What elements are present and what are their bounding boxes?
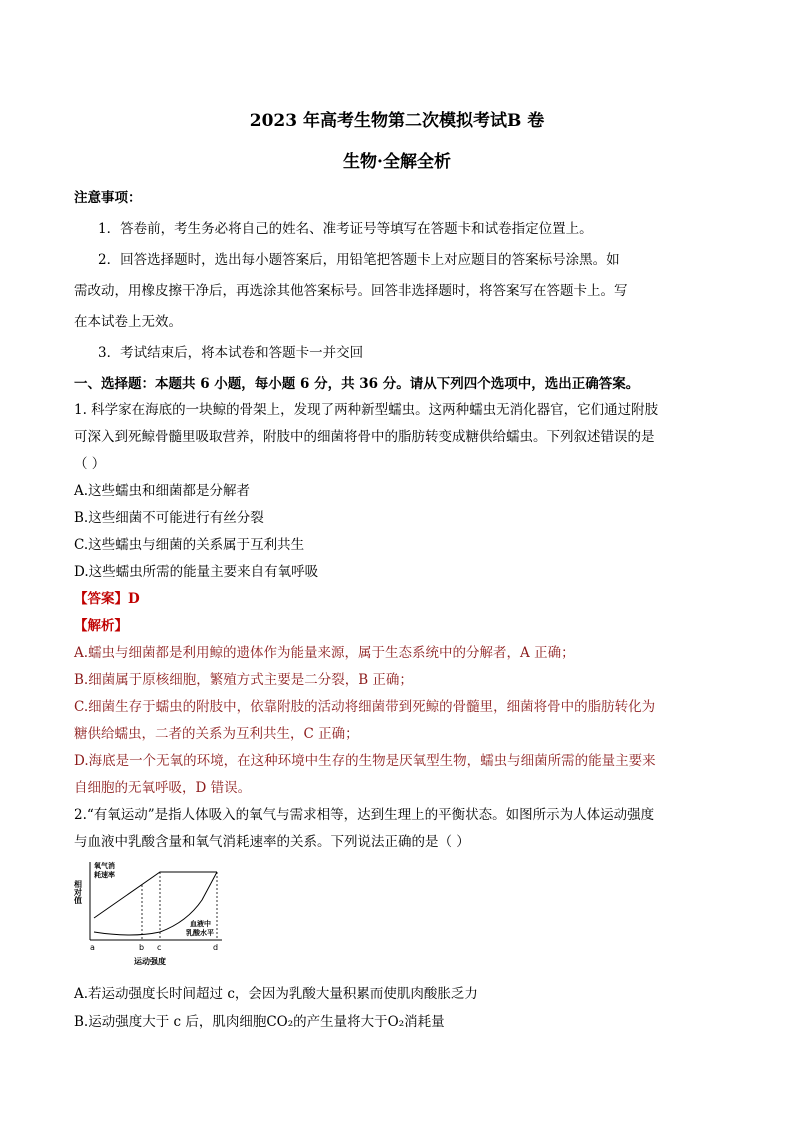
q1-explain-a: A.蠕虫与细菌都是利用鲸的遗体作为能量来源，属于生态系统中的分解者，A 正确；: [74, 645, 575, 661]
section-heading: 一、选择题：本题共 6 小题，每小题 6 分，共 36 分。请从下列四个选项中，选出正确答案。: [74, 376, 640, 392]
notice-2b: 需改动，用橡皮擦干净后，再选涂其他答案标号。回答非选择题时，将答案写在答题卡上。写: [74, 283, 628, 299]
q1-explain-b: B.细菌属于原核细胞，繁殖方式主要是二分裂，B 正确；: [74, 672, 413, 688]
q2-option-a: A.若运动强度长时间超过 c，会因为乳酸大量积累而使肌肉酸胀乏力: [74, 986, 478, 1002]
o2-label-2: 耗速率: [94, 871, 115, 879]
o2-label-1: 氧气消: [94, 862, 115, 870]
q1-stem-3: （ ）: [74, 456, 106, 472]
q2-stem-2: 与血液中乳酸含量和氧气消耗速率的关系。下列说法正确的是（ ）: [74, 834, 470, 850]
q1-explain-d1: D.海底是一个无氧的环境，在这种环境中生存的生物是厌氧型生物，蠕虫与细菌所需的能量主要来: [74, 753, 656, 769]
q1-analysis-label: 【解析】: [74, 618, 128, 634]
q1-explain-d2: 自细胞的无氧呼吸，D 错误。: [74, 780, 252, 796]
q1-option-a: A.这些蠕虫和细菌都是分解者: [74, 483, 251, 499]
notice-2c: 在本试卷上无效。: [74, 314, 182, 330]
tick-b: b: [139, 943, 145, 952]
tick-a: a: [90, 943, 95, 952]
q1-explain-c1: C.细菌生存于蠕虫的附肢中，依靠附肢的活动将细菌带到死鲸的骨髓里，细菌将骨中的脂肪转化为: [74, 699, 656, 715]
q2-stem-1: 2.“有氧运动”是指人体吸入的氧气与需求相等，达到生理上的平衡状态。如图所示为人体运动强度: [74, 807, 655, 823]
q1-stem-1: 1. 科学家在海底的一块鲸的骨架上，发现了两种新型蠕虫。这两种蠕虫无消化器官，它们通过附肢: [74, 402, 659, 418]
q2-option-b: B.运动强度大于 c 后，肌肉细胞CO₂的产生量将大于O₂消耗量: [74, 1014, 445, 1030]
q1-stem-2: 可深入到死鲸骨髓里吸取营养，附肢中的细菌将骨中的脂肪转变成糖供给蠕虫。下列叙述错误的是: [74, 429, 655, 445]
lactate-label-1: 血液中: [190, 920, 211, 928]
exercise-intensity-figure: [72, 860, 232, 970]
q1-explain-c2: 糖供给蠕虫，二者的关系为互利共生，C 正确；: [74, 726, 359, 742]
tick-c: c: [157, 943, 162, 952]
q1-option-d: D.这些蠕虫所需的能量主要来自有氧呼吸: [74, 564, 319, 580]
q1-option-b: B.这些细菌不可能进行有丝分裂: [74, 510, 264, 526]
notice-3: 3．考试结束后，将本试卷和答题卡一并交回: [98, 345, 364, 361]
tick-d: d: [213, 943, 219, 952]
doc-title: 2023 年高考生物第二次模拟考试B 卷: [249, 111, 545, 131]
notice-heading: 注意事项：: [74, 190, 142, 206]
figure-y-label: 相对值: [73, 880, 83, 904]
lactate-label-2: 乳酸水平: [186, 929, 214, 937]
q1-answer: 【答案】D: [74, 591, 140, 607]
figure-x-label: 运动强度: [134, 957, 166, 966]
notice-2a: 2．回答选择题时，选出每小题答案后，用铅笔把答题卡上对应题目的答案标号涂黑。如: [98, 252, 620, 268]
doc-subtitle: 生物·全解全析: [343, 152, 451, 172]
notice-1: 1．答卷前，考生务必将自己的姓名、准考证号等填写在答题卡和试卷指定位置上。: [98, 221, 593, 237]
q1-option-c: C.这些蠕虫与细菌的关系属于互利共生: [74, 537, 305, 553]
